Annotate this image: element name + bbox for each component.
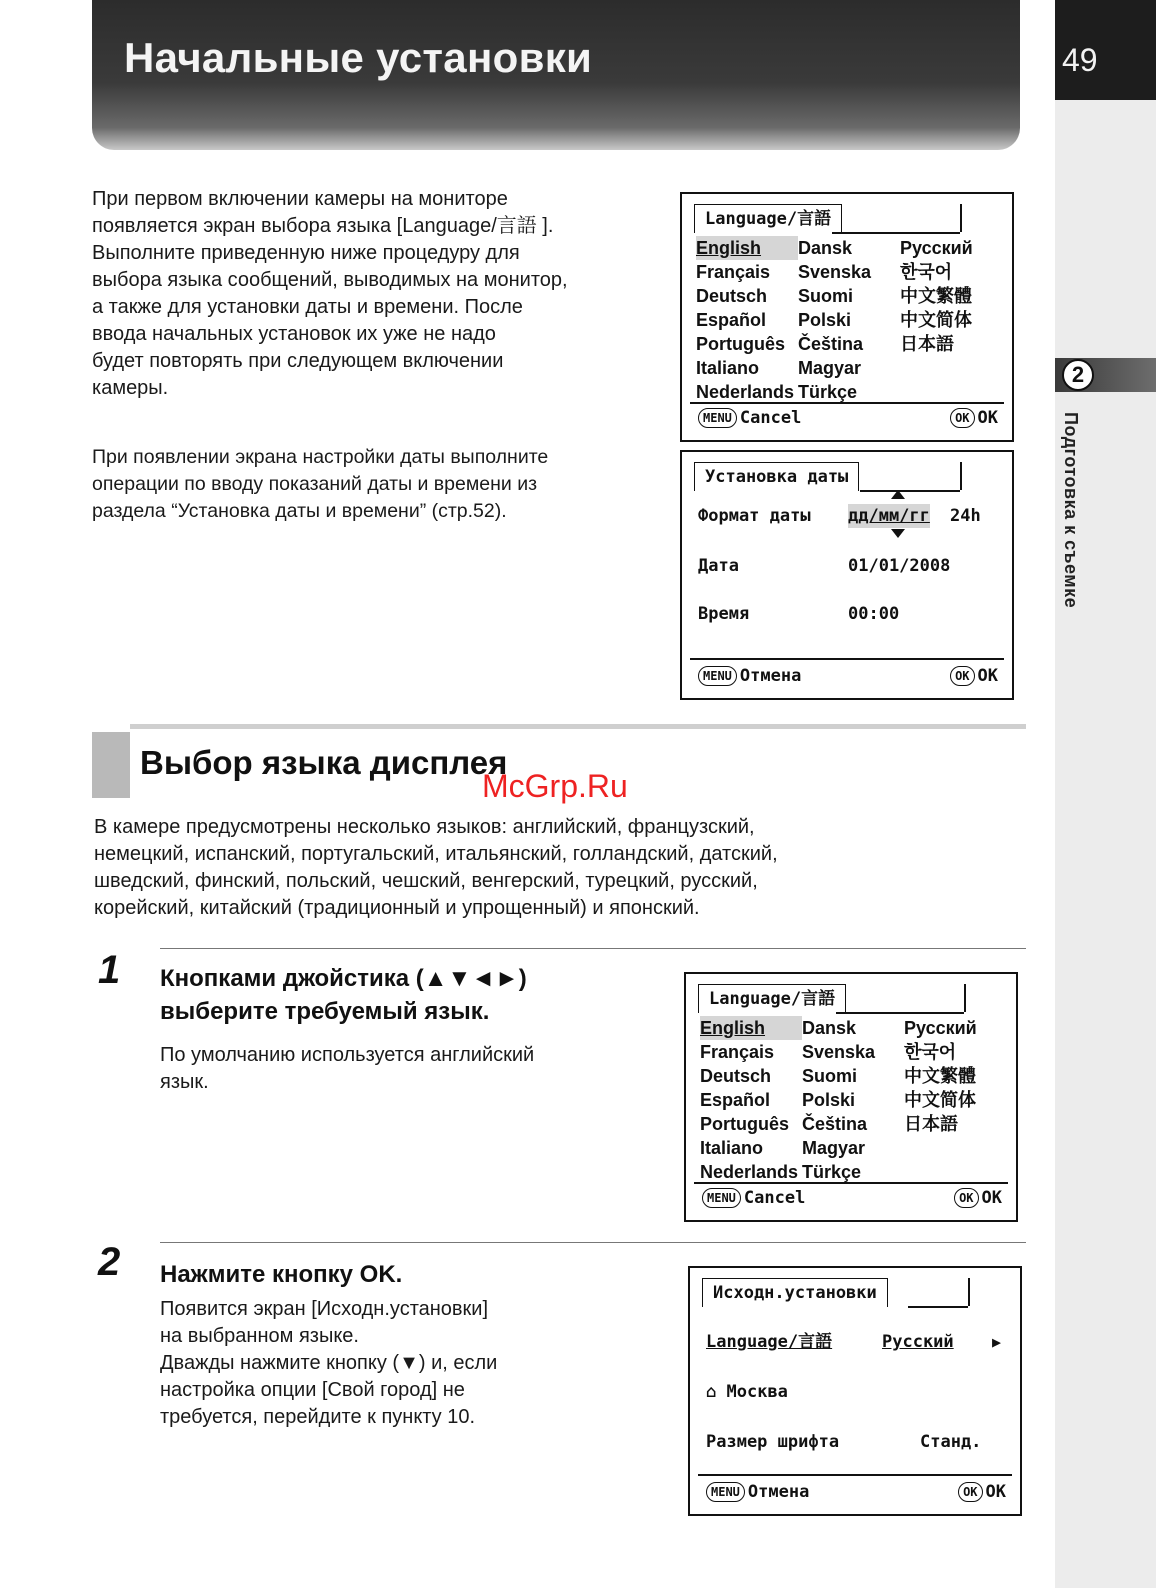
language-grid — [700, 1016, 1014, 1184]
screen-footer — [698, 406, 998, 430]
screen-footer — [702, 1186, 1002, 1210]
tab-line — [964, 984, 966, 1012]
date-label: Дата — [698, 556, 739, 576]
language-setting-label[interactable]: Language/言語 — [706, 1332, 833, 1352]
ok-key-icon: OK — [954, 1188, 978, 1208]
cancel-action[interactable] — [698, 664, 801, 688]
text-line: камеры. — [92, 377, 169, 399]
tab-line — [860, 490, 960, 492]
menu-key-icon: MENU — [698, 408, 737, 428]
cancel-label: Cancel — [743, 1188, 806, 1208]
language-option[interactable]: 中文简体 — [900, 310, 972, 330]
language-empty — [904, 1136, 1014, 1160]
screen-footer — [706, 1480, 1006, 1504]
language-setting-value[interactable]: Русский — [882, 1332, 954, 1352]
language-option[interactable]: Português — [700, 1114, 790, 1134]
text-line: будет повторять при следующем включении — [92, 350, 504, 372]
text-line: Дважды нажмите кнопку (▼) и, если — [160, 1352, 498, 1374]
language-empty — [904, 1160, 1014, 1184]
language-option[interactable]: Nederlands — [696, 382, 795, 402]
language-option[interactable]: Polski — [798, 310, 852, 330]
cancel-action[interactable] — [706, 1480, 809, 1504]
ok-label: OK — [977, 408, 998, 428]
text-line: шведский, финский, польский, чешский, венгерский, турецкий, русский, — [94, 870, 758, 892]
date-format-label: Формат даты — [698, 506, 811, 526]
ok-key-icon: OK — [950, 408, 974, 428]
language-option[interactable]: Türkçe — [798, 382, 858, 402]
language-option[interactable]: Dansk — [798, 238, 853, 258]
ok-action[interactable] — [950, 664, 998, 688]
language-grid — [696, 236, 1010, 404]
tab-line — [960, 462, 962, 490]
language-option-english[interactable]: English — [700, 1016, 802, 1040]
date-format-value[interactable]: дд/мм/гг — [848, 506, 930, 526]
language-option[interactable]: Italiano — [700, 1138, 764, 1158]
date-value[interactable]: 01/01/2008 — [848, 556, 951, 576]
language-option[interactable]: Suomi — [802, 1066, 858, 1086]
footer-divider — [690, 658, 1004, 660]
text-line: язык. — [160, 1071, 209, 1093]
language-empty — [900, 356, 1010, 380]
text-line: По умолчанию используется английский — [160, 1044, 535, 1066]
ok-action[interactable] — [954, 1186, 1002, 1210]
language-option[interactable]: Português — [696, 334, 786, 354]
tab-line — [968, 1278, 970, 1306]
language-option[interactable]: Magyar — [802, 1138, 866, 1158]
chapter-label: Подготовка к съемке — [1061, 412, 1081, 609]
tab-line — [836, 1012, 964, 1014]
language-option[interactable]: Dansk — [802, 1018, 857, 1038]
text-line: выберите требуемый язык. — [160, 998, 490, 1025]
language-option[interactable]: Français — [696, 262, 771, 282]
language-option[interactable]: Svenska — [798, 262, 872, 282]
step-2-number: 2 — [98, 1240, 121, 1284]
ok-label: OK — [985, 1482, 1006, 1502]
step-2-text — [160, 1296, 650, 1431]
screen-tab: Language/言語 — [698, 984, 846, 1013]
text-line: Выполните приведенную ниже процедуру для — [92, 242, 520, 264]
ok-label: OK — [981, 1188, 1002, 1208]
screen-footer — [698, 664, 998, 688]
page-title: Начальные установки — [124, 34, 593, 81]
cancel-action[interactable] — [702, 1186, 805, 1210]
language-option[interactable]: Svenska — [802, 1042, 876, 1062]
menu-key-icon: MENU — [698, 666, 737, 686]
ok-key-icon: OK — [958, 1482, 982, 1502]
language-option[interactable]: Italiano — [696, 358, 760, 378]
cancel-label: Отмена — [739, 666, 802, 686]
text-line: Появится экран [Исходн.установки] — [160, 1298, 489, 1320]
cancel-label: Отмена — [747, 1482, 810, 1502]
time-value[interactable]: 00:00 — [848, 604, 900, 624]
hours-format[interactable]: 24h — [950, 506, 981, 526]
screen-tab: Исходн.установки — [702, 1278, 888, 1307]
text-line: на выбранном языке. — [160, 1325, 359, 1347]
arrow-right-icon[interactable]: ▶ — [992, 1333, 1002, 1351]
language-option[interactable]: Español — [700, 1090, 771, 1110]
font-size-label: Размер шрифта — [706, 1432, 840, 1452]
up-arrow-icon — [891, 490, 905, 499]
text-line: настройка опции [Свой город] не — [160, 1379, 465, 1401]
tab-line — [960, 204, 962, 232]
text-line: появляется экран выбора языка [Language/言語 ]. — [92, 215, 554, 237]
section-marker — [92, 732, 130, 798]
footer-divider — [694, 1182, 1008, 1184]
date-screen — [680, 450, 1014, 700]
section-title: Выбор языка дисплея — [140, 744, 508, 781]
text-line: а также для установки даты и времени. После — [92, 296, 523, 318]
down-arrow-icon — [891, 529, 905, 538]
text-line: При появлении экрана настройки даты выполните — [92, 446, 549, 468]
font-size-value[interactable]: Станд. — [920, 1432, 982, 1452]
language-option[interactable]: 中文繁體 — [900, 286, 972, 306]
footer-divider — [698, 1474, 1012, 1476]
text-line: Кнопками джойстика (▲▼◄►) — [160, 965, 527, 992]
watermark: McGrp.Ru — [482, 768, 628, 804]
language-option[interactable]: Čeština — [798, 334, 864, 354]
language-screen — [680, 192, 1014, 442]
text-line: Нажмите кнопку OK. — [160, 1261, 403, 1288]
ok-key-icon: OK — [950, 666, 974, 686]
tab-line — [908, 1306, 968, 1308]
text-line: В камере предусмотрены несколько языков: английский, французский, — [94, 816, 755, 838]
text-line: При первом включении камеры на мониторе — [92, 188, 508, 210]
text-line: требуется, перейдите к пункту 10. — [160, 1406, 476, 1428]
language-option-english[interactable]: English — [696, 236, 798, 260]
language-option[interactable]: 한국어 — [904, 1042, 957, 1062]
screen-tab: Language/言語 — [694, 204, 842, 233]
language-option[interactable]: Čeština — [802, 1114, 868, 1134]
text-line: ввода начальных установок их уже не надо — [92, 323, 496, 345]
step-2-divider — [160, 1242, 1026, 1243]
language-option[interactable]: Nederlands — [700, 1162, 799, 1182]
language-option[interactable]: Français — [700, 1042, 775, 1062]
language-screen-step-1 — [684, 972, 1018, 1222]
page-number: 49 — [1062, 42, 1098, 78]
text-line: операции по вводу показаний даты и времени из — [92, 473, 538, 495]
menu-key-icon: MENU — [702, 1188, 741, 1208]
step-1-divider — [160, 948, 1026, 949]
section-text — [94, 814, 994, 922]
tab-line — [832, 232, 960, 234]
intro-paragraph-1 — [92, 186, 652, 402]
language-option[interactable]: Русский — [900, 238, 973, 258]
menu-key-icon: MENU — [706, 1482, 745, 1502]
language-option[interactable]: Español — [696, 310, 767, 330]
step-1-number: 1 — [98, 948, 121, 992]
language-option[interactable]: 中文简体 — [904, 1090, 976, 1110]
language-option[interactable]: 中文繁體 — [904, 1066, 976, 1086]
home-icon: ⌂ — [706, 1382, 717, 1402]
home-city-row[interactable] — [706, 1380, 788, 1404]
language-option[interactable]: Deutsch — [696, 286, 768, 306]
text-line: раздела “Установка даты и времени” (стр.52). — [92, 500, 507, 522]
chapter-number: 2 — [1062, 359, 1094, 391]
text-line: немецкий, испанский, португальский, итальянский, голландский, датский, — [94, 843, 778, 865]
language-option[interactable]: Türkçe — [802, 1162, 862, 1182]
language-option[interactable]: 日本語 — [900, 334, 954, 354]
step-1-title — [160, 962, 650, 1028]
cancel-action[interactable] — [698, 406, 801, 430]
step-2-title — [160, 1258, 650, 1291]
language-option[interactable]: Polski — [802, 1090, 856, 1110]
ok-action[interactable] — [958, 1480, 1006, 1504]
footer-divider — [690, 402, 1004, 404]
initial-settings-screen — [688, 1266, 1022, 1516]
ok-label: OK — [977, 666, 998, 686]
section-divider — [130, 724, 1026, 729]
text-line: корейский, китайский (традиционный и упрощенный) и японский. — [94, 897, 700, 919]
step-1-text — [160, 1042, 650, 1096]
language-option[interactable]: Русский — [904, 1018, 977, 1038]
language-option[interactable]: 한국어 — [900, 262, 953, 282]
home-city: Москва — [726, 1382, 788, 1402]
language-option[interactable]: Suomi — [798, 286, 854, 306]
ok-action[interactable] — [950, 406, 998, 430]
time-label: Время — [698, 604, 750, 624]
language-empty — [900, 380, 1010, 404]
text-line: выбора языка сообщений, выводимых на монитор, — [92, 269, 568, 291]
language-option[interactable]: Deutsch — [700, 1066, 772, 1086]
cancel-label: Cancel — [739, 408, 802, 428]
screen-tab: Установка даты — [694, 462, 859, 491]
intro-paragraph-2 — [92, 444, 662, 525]
language-option[interactable]: Magyar — [798, 358, 862, 378]
side-strip — [1055, 100, 1156, 1588]
language-option[interactable]: 日本語 — [904, 1114, 958, 1134]
